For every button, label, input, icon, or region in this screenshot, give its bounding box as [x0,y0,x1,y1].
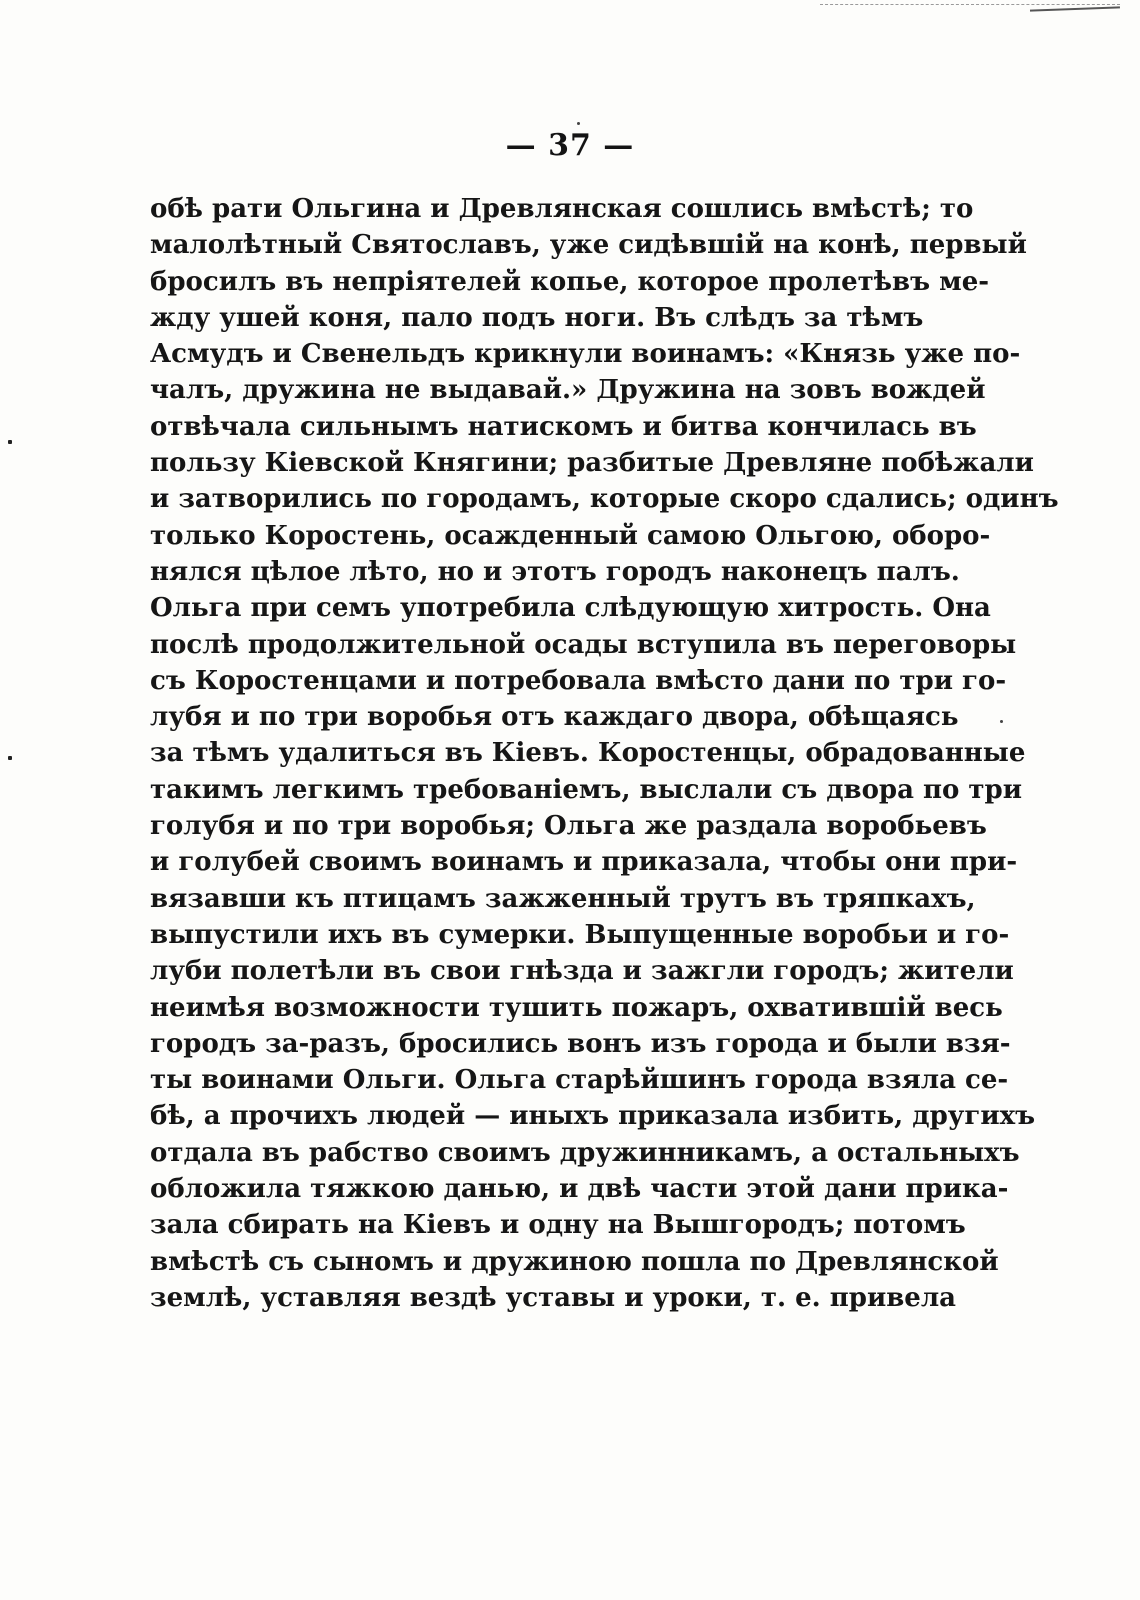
text-line: жду ушей коня, пало подъ ноги. Въ слѣдъ за тѣмъ [150,302,924,333]
text-line: такимъ легкимъ требованіемъ, выслали съ двора по три [150,774,1023,805]
margin-mark [8,440,12,444]
text-line: выпустили ихъ въ сумерки. Выпущенные воробьи и го- [150,919,1010,950]
text-line: луби полетѣли въ свои гнѣзда и зажгли городъ; жители [150,956,1014,987]
text-line: за тѣмъ удалиться въ Кіевъ. Коростенцы, обрадованные [150,738,1026,769]
text-line: ты воинами Ольги. Ольга старѣйшинъ города взяла се- [150,1065,1009,1096]
text-line: послѣ продолжительной осады вступила въ переговоры [150,629,1017,660]
text-line: и голубей своимъ воинамъ и приказала, чтобы они при- [150,847,1018,878]
text-line: отдала въ рабство своимъ дружинникамъ, а остальныхъ [150,1137,1020,1168]
text-line: малолѣтный Святославъ, уже сидѣвшій на конѣ, первый [150,230,1027,261]
text-line: и затворились по городамъ, которые скоро сдались; одинъ [150,484,1059,515]
text-line: съ Коростенцами и потребовала вмѣсто дани по три го- [150,665,1007,696]
text-line: вмѣстѣ съ сыномъ и дружиною пошла по Древлянской [150,1246,999,1277]
text-line: отвѣчала сильнымъ натискомъ и битва кончилась въ [150,411,977,442]
scan-speck [1000,720,1003,723]
text-line: пользу Кіевской Княгини; разбитые Древляне побѣжали [150,448,1034,479]
text-line: Ольга при семъ употребила слѣдующую хитрость. Она [150,593,991,624]
text-line: бѣ, а прочихъ людей — иныхъ приказала избить, другихъ [150,1101,1036,1132]
text-line: землѣ, уставляя вездѣ уставы и уроки, т. е. привела [150,1282,957,1313]
text-line: обѣ рати Ольгина и Древлянская сошлись вмѣстѣ; то [150,194,974,224]
text-line: Асмудъ и Свенельдъ крикнули воинамъ: «Князь уже по- [150,339,1021,370]
text-line: только Коростень, осажденный самою Ольгою, оборо- [150,520,991,551]
text-line: неимѣя возможности тушить пожаръ, охватившій весь [150,992,1003,1023]
text-line: лубя и по три воробья отъ каждаго двора, обѣщаясь [150,702,959,733]
text-line: вязавши къ птицамъ зажженный трутъ въ тряпкахъ, [150,883,976,914]
body-text [150,191,1059,1316]
text-line: зала сбирать на Кіевъ и одну на Вышгородъ; потомъ [150,1210,966,1241]
text-line: городъ за-разъ, бросились вонъ изъ города и были взя- [150,1028,1011,1059]
scan-speck [577,122,580,125]
text-line: бросилъ въ непріятелей копье, которое пролетѣвъ ме- [150,266,990,297]
margin-mark [8,756,12,760]
page-number: — 37 — [505,128,635,163]
text-line: чалъ, дружина не выдавай.» Дружина на зовъ вождей [150,375,986,406]
text-line: голубя и по три воробья; Ольга же раздала воробьевъ [150,811,987,842]
text-line: нялся цѣлое лѣто, но и этотъ городъ наконецъ палъ. [150,556,960,587]
text-line: обложила тяжкою данью, и двѣ части этой дани прика- [150,1174,1009,1205]
